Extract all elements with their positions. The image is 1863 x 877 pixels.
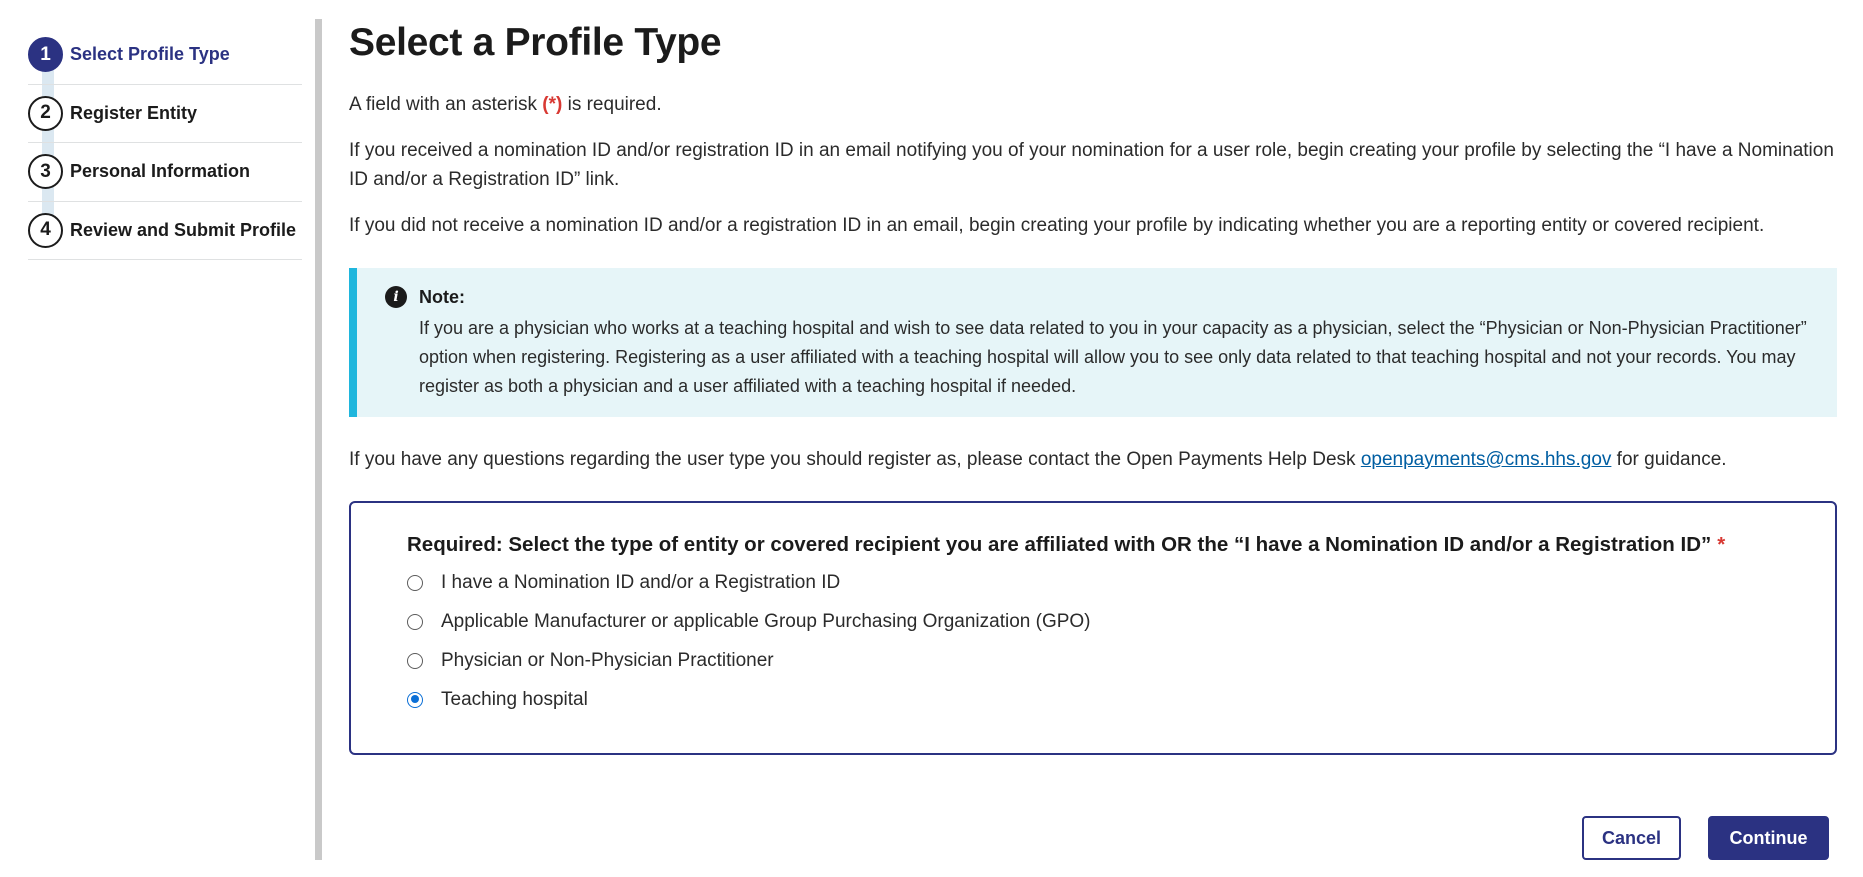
option-nomination-id[interactable] [407, 563, 1779, 602]
profile-type-legend [407, 533, 1779, 557]
option-manufacturer-gpo[interactable] [407, 602, 1779, 641]
note-header [385, 286, 1817, 308]
radio-button[interactable] [407, 653, 423, 669]
info-icon: i [385, 286, 407, 308]
step-label: Personal Information [70, 161, 251, 182]
radio-button[interactable] [407, 614, 423, 630]
radio-button-selected[interactable] [407, 692, 423, 708]
radio-button[interactable] [407, 575, 423, 591]
required-hint-suffix: is required. [562, 94, 662, 115]
required-field-hint [349, 90, 1837, 119]
required-asterisk: * [1717, 533, 1726, 556]
step-number: 2 [28, 96, 63, 131]
step-number: 1 [28, 37, 63, 72]
step-number: 3 [28, 154, 63, 189]
step-label: Review and Submit Profile [70, 219, 297, 240]
page-title: Select a Profile Type [349, 21, 722, 64]
required-hint-prefix: A field with an asterisk [349, 94, 543, 115]
option-teaching-hospital[interactable] [407, 680, 1779, 719]
step-label: Register Entity [70, 102, 198, 123]
step-select-profile-type [28, 26, 302, 85]
no-nomination-instructions: If you did not receive a nomination ID and/or a registration ID in an email, begin creating your profile by indicating whether you are a reporting entity or covered recipient. [349, 215, 1765, 236]
step-review-and-submit [28, 202, 302, 261]
option-label[interactable]: Teaching hospital [441, 688, 588, 710]
cancel-button[interactable]: Cancel [1582, 816, 1681, 860]
note-title: Note: [419, 286, 465, 307]
main-content [349, 16, 1837, 755]
note-body: If you are a physician who works at a teaching hospital and wish to see data related to you in your capacity as a physician, select the “Physician or Non-Physician Practitioner” option when registering. Registering as a user affiliated with a teaching hospital will allow you to see only data related to that teaching hospital and not your records. You may register as both a physician and a user affiliated with a teaching hospital if needed. [419, 318, 1807, 396]
nomination-instructions: If you received a nomination ID and/or registration ID in an email notifying you of your nomination for a user role, begin creating your profile by selecting the “I have a Nomination ID and/or a Registration ID” link. [349, 140, 1834, 190]
step-personal-information [28, 143, 302, 202]
step-indicator [28, 26, 302, 260]
help-desk-text [349, 445, 1837, 474]
step-register-entity [28, 85, 302, 144]
option-label[interactable]: Applicable Manufacturer or applicable Group Purchasing Organization (GPO) [441, 610, 1091, 632]
continue-button[interactable]: Continue [1708, 816, 1829, 860]
profile-type-fieldset [349, 501, 1837, 755]
legend-text: Required: Select the type of entity or covered recipient you are affiliated with OR the “I have a Nomination ID and/or a Registration ID” [407, 533, 1712, 556]
help-text-prefix: If you have any questions regarding the user type you should register as, please contact the Open Payments Help Desk [349, 449, 1361, 470]
help-text-suffix: for guidance. [1611, 449, 1727, 470]
help-desk-email-link[interactable]: openpayments@cms.hhs.gov [1360, 449, 1612, 470]
step-number: 4 [28, 213, 63, 248]
option-label[interactable]: I have a Nomination ID and/or a Registration ID [441, 571, 841, 593]
option-physician[interactable] [407, 641, 1779, 680]
option-label[interactable]: Physician or Non-Physician Practitioner [441, 649, 774, 671]
step-label: Select Profile Type [70, 44, 230, 65]
sidebar-divider [315, 19, 322, 860]
note-alert [349, 268, 1837, 417]
required-asterisk-mark: (*) [542, 94, 563, 115]
